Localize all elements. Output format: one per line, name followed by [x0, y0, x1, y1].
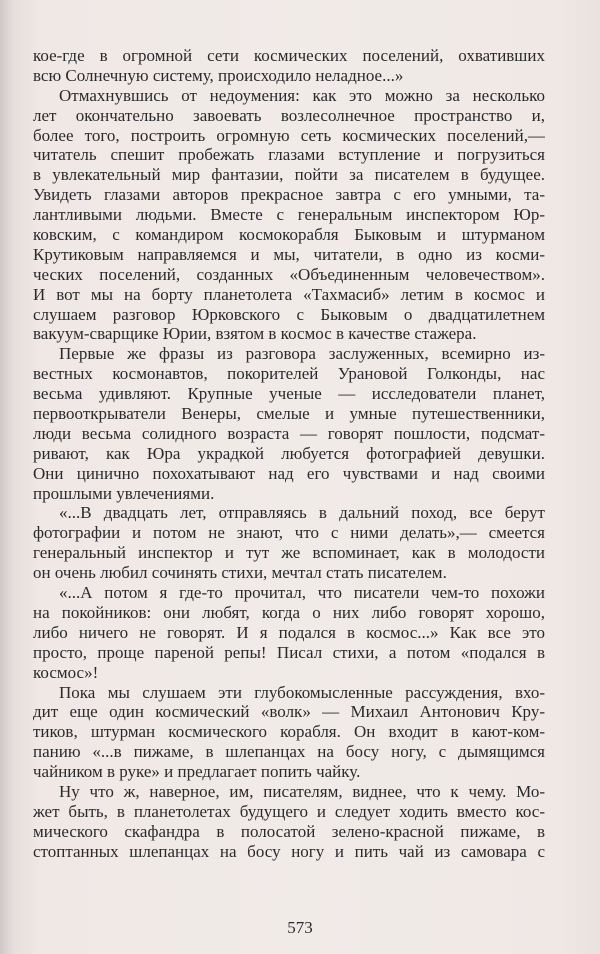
text-line: более того, построить огромную сеть космических поселений,— [33, 125, 545, 145]
text-line: Они цинично похохатывают над его чувствами и над своими [33, 463, 545, 483]
text-line: космос»! [33, 662, 99, 682]
text-line: Пока мы слушаем эти глубокомысленные рассуждения, вхо- [59, 682, 545, 702]
text-line: чайником в руке» и предлагает попить чайку. [33, 762, 361, 782]
text-line: слушаем разговор Юрковского с Быковым о двадцатилетнем [33, 304, 545, 324]
text-line: лантливыми людьми. Вместе с генеральным инспектором Юр- [33, 205, 545, 225]
text-line: он очень любил сочинять стихи, мечтал стать писателем. [33, 563, 447, 583]
text-line: первооткрыватели Венеры, смелые и умные путешественники, [33, 404, 545, 424]
text-line: весьма удивляют. Крупные ученые — исследователи планет, [33, 384, 545, 404]
text-line: Увидеть глазами авторов прекрасное завтра с его умными, та- [33, 185, 545, 205]
text-line: вакуум-сварщике Юрии, взятом в космос в качестве стажера. [33, 324, 477, 344]
page-text [33, 46, 545, 862]
text-line: ковским, с командиром космокорабля Быковым и штурманом [33, 225, 545, 245]
text-line: лет окончательно завоевать возлесолнечное пространство и, [33, 105, 545, 125]
text-line: Ну что ж, наверное, им, писателям, виднее, что к чему. Мо- [59, 781, 545, 801]
text-line: генеральный инспектор и тут же вспоминает, как в молодости [33, 543, 545, 563]
text-line: ческих поселений, созданных «Объединенным человечеством». [33, 264, 545, 284]
text-line: стоптанных шлепанцах на босу ногу и пить чай из самовара с [33, 841, 545, 861]
text-line: кое-где в огромной сети космических поселений, охвативших [33, 46, 545, 65]
text-line: тиков, штурман космического корабля. Он входит в кают-ком- [33, 722, 545, 742]
text-line: ривают, как Юра украдкой любуется фотографией девушки. [33, 443, 545, 463]
text-line: либо ничего не говорят. И я подался в космос...» Как все это [33, 622, 545, 642]
text-line: люди весьма солидного возраста — говорят пошлости, подсмат- [33, 423, 545, 443]
text-line: Крутиковым направляемся и мы, читатели, в одно из косми- [33, 244, 545, 264]
text-line: Отмахнувшись от недоумения: как это можно за несколько [59, 85, 545, 105]
text-line: читатель спешит пробежать глазами вступление и погрузиться [33, 145, 545, 165]
text-line: дит еще один космический «волк» — Михаил Антонович Кру- [33, 702, 545, 722]
text-line: жет быть, в планетолетах будущего и следует ходить вместо кос- [33, 801, 545, 821]
text-line: мического скафандра в полосатой зелено-красной пижаме, в [33, 821, 545, 841]
text-line: вестных космонавтов, покорителей Урановой Голконды, нас [33, 364, 545, 384]
page-number: 573 [287, 918, 313, 937]
text-line: всю Солнечную систему, происходило неладное...» [33, 65, 404, 85]
text-line: в увлекательный мир фантазии, пойти за писателем в будущее. [33, 165, 545, 185]
text-line: прошлыми увлечениями. [33, 483, 215, 503]
text-line: панию «...в пижаме, в шлепанцах на босу ногу, с дымящимся [33, 742, 545, 762]
text-line: Первые же фразы из разговора заслуженных, всемирно из- [59, 344, 545, 364]
text-line: «...А потом я где-то прочитал, что писатели чем-то похожи [59, 583, 545, 603]
text-line: просто, проще пареной репы! Писал стихи, а потом «подался в [33, 642, 545, 662]
text-line: на покойников: они любят, когда о них либо говорят хорошо, [33, 602, 545, 622]
text-line: фотографии и потом не знают, что с ними делать»,— смеется [33, 523, 545, 543]
text-line: И вот мы на борту планетолета «Тахмасиб» летим в космос и [33, 284, 545, 304]
text-line: «...В двадцать лет, отправляясь в дальний поход, все берут [59, 503, 545, 523]
